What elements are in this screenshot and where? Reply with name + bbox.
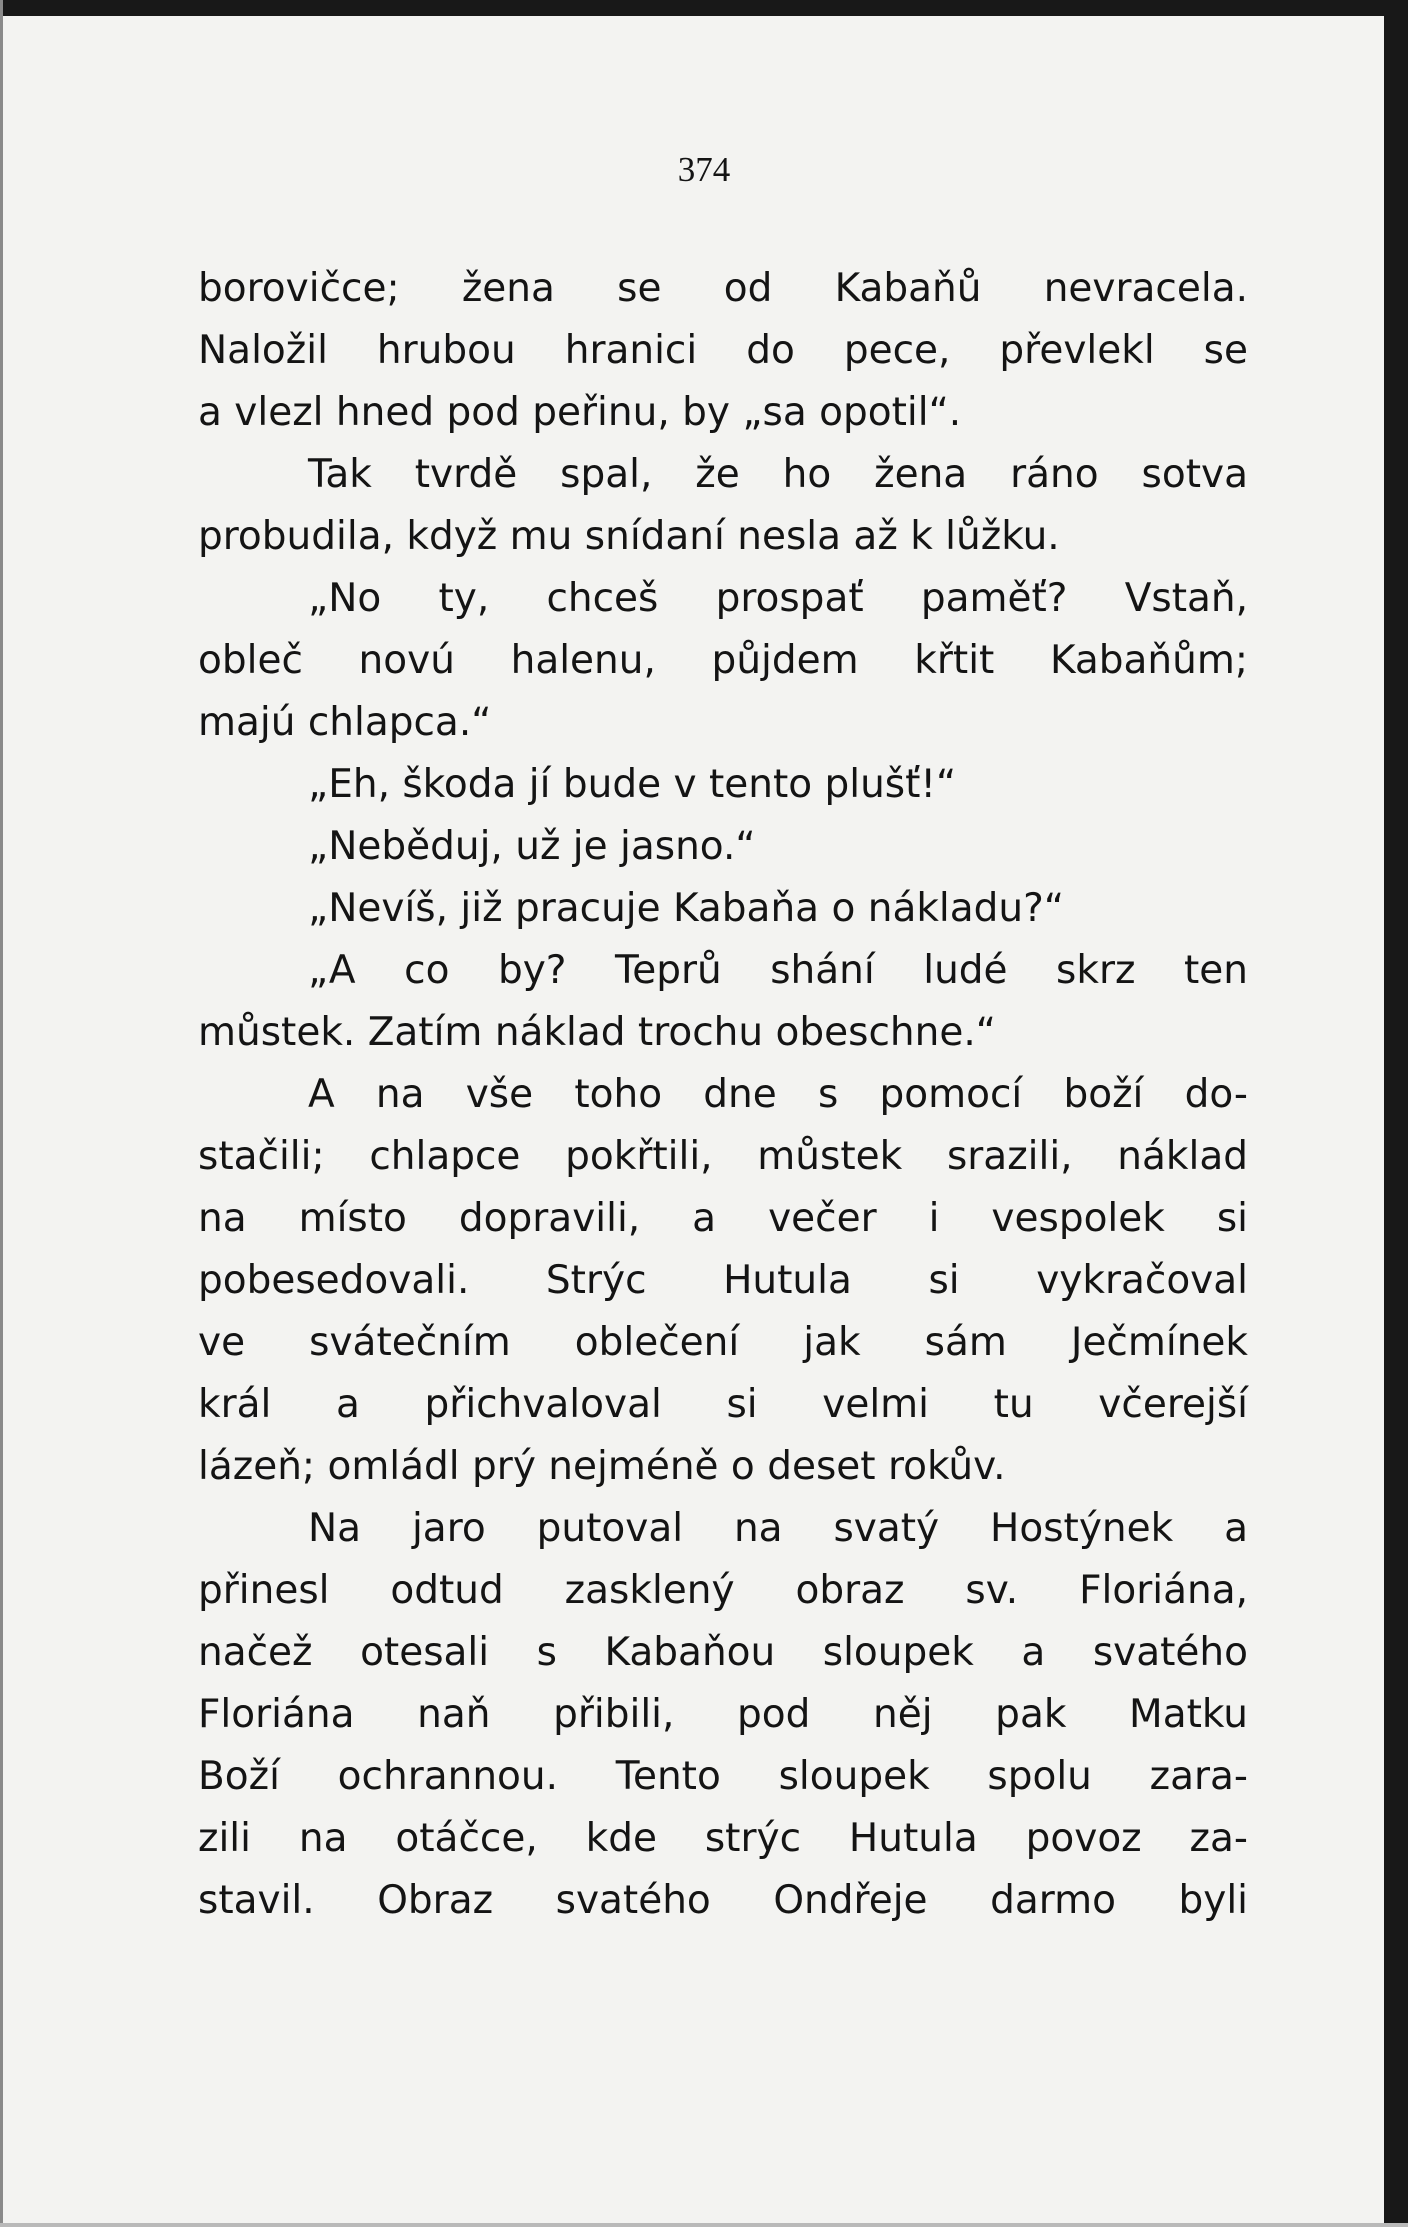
- text-line: „No ty, chceš prospať paměť? Vstaň,: [308, 576, 1248, 621]
- text-line: načež otesali s Kabaňou sloupek a svatého: [198, 1630, 1248, 1675]
- text-line: „Eh, škoda jí bude v tento plušť!“: [308, 762, 957, 807]
- page-number: 374: [677, 150, 731, 189]
- scan-border-right: [1384, 0, 1408, 2227]
- body-text: [198, 258, 1248, 1932]
- text-line: stačili; chlapce pokřtili, můstek srazili, náklad: [198, 1134, 1248, 1179]
- scan-border-left: [0, 0, 3, 2227]
- text-line: stavil. Obraz svatého Ondřeje darmo byli: [198, 1878, 1248, 1923]
- text-line: Naložil hrubou hranici do pece, převlekl se: [198, 328, 1248, 373]
- text-line: borovičce; žena se od Kabaňů nevracela.: [198, 266, 1248, 311]
- text-line: „A co by? Teprů shání ludé skrz ten: [308, 948, 1248, 993]
- text-line: Boží ochrannou. Tento sloupek spolu zara-: [198, 1754, 1248, 1799]
- text-line: majú chlapca.“: [198, 700, 492, 745]
- text-line: obleč novú halenu, půjdem křtit Kabaňům;: [198, 638, 1248, 683]
- text-line: zili na otáčce, kde strýc Hutula povoz za-: [198, 1816, 1248, 1861]
- text-line: můstek. Zatím náklad trochu obeschne.“: [198, 1010, 996, 1055]
- text-line: A na vše toho dne s pomocí boží do-: [308, 1072, 1248, 1117]
- text-line: „Neběduj, už je jasno.“: [308, 824, 756, 869]
- text-line: „Nevíš, již pracuje Kabaňa o nákladu?“: [308, 886, 1065, 931]
- text-line: Floriána naň přibili, pod něj pak Matku: [198, 1692, 1248, 1737]
- text-line: pobesedovali. Strýc Hutula si vykračoval: [198, 1258, 1248, 1303]
- text-line: a vlezl hned pod peřinu, by „sa opotil“.: [198, 390, 962, 435]
- text-line: ve svátečním oblečení jak sám Ječmínek: [198, 1320, 1248, 1365]
- scan-border-bottom: [0, 2223, 1408, 2227]
- scan-border-top: [0, 0, 1408, 16]
- text-line: lázeň; omládl prý nejméně o deset rokův.: [198, 1444, 1006, 1489]
- text-line: Tak tvrdě spal, že ho žena ráno sotva: [308, 452, 1248, 497]
- text-line: Na jaro putoval na svatý Hostýnek a: [308, 1506, 1248, 1551]
- text-line: na místo dopravili, a večer i vespolek si: [198, 1196, 1248, 1241]
- text-line: probudila, když mu snídaní nesla až k lůžku.: [198, 514, 1060, 559]
- text-line: král a přichvaloval si velmi tu včerejší: [198, 1382, 1248, 1427]
- text-line: přinesl odtud zasklený obraz sv. Floriána,: [198, 1568, 1248, 1613]
